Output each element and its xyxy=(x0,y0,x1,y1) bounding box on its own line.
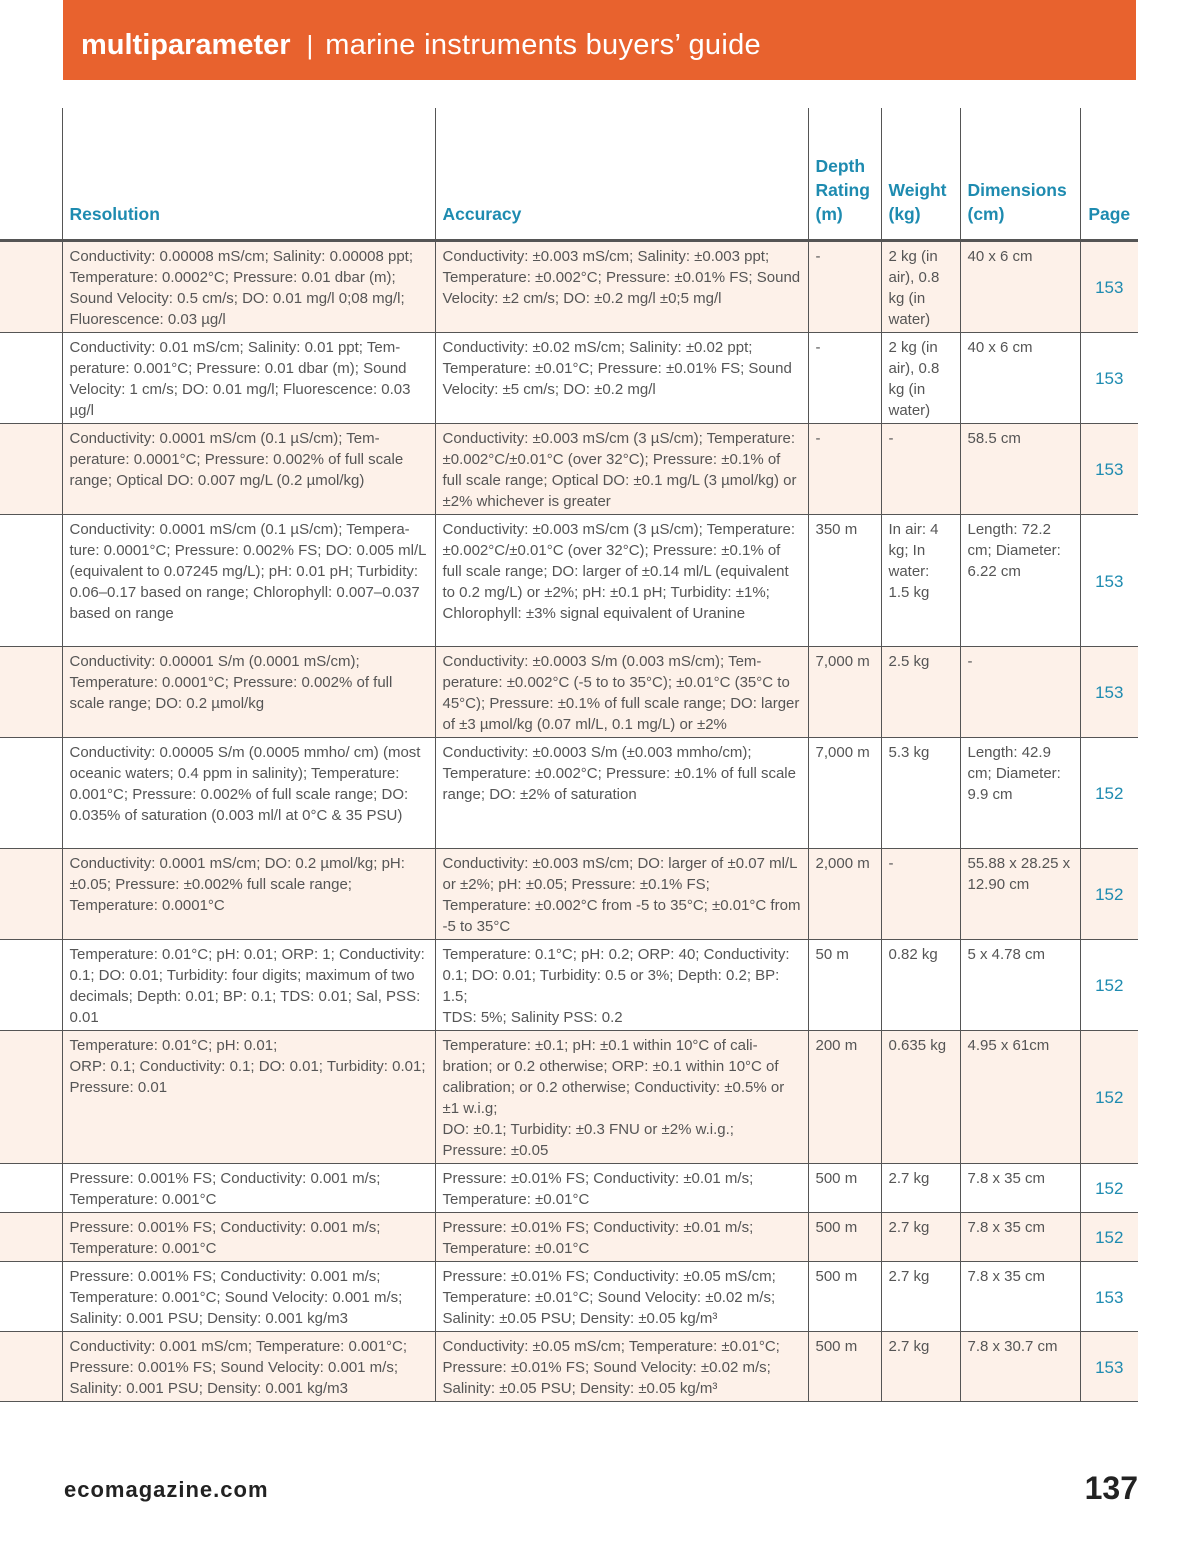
depth-rating-cell: 50 m xyxy=(808,939,881,1030)
weight-cell: 0.635 kg xyxy=(881,1030,960,1163)
dimensions-cell: 4.95 x 61cm xyxy=(960,1030,1080,1163)
table-row xyxy=(0,848,1138,939)
weight-cell: 0.82 kg xyxy=(881,939,960,1030)
resolution-cell: Pressure: 0.001% FS; Conductivity: 0.001 m/s; Temperature: 0.001°C xyxy=(62,1212,435,1261)
depth-rating-cell: 500 m xyxy=(808,1212,881,1261)
accuracy-cell: Temperature: 0.1°C; pH: 0.2; ORP: 40; Conductivity: 0.1; DO: 0.01; Turbidity: 0.5 or 3%; Depth: 0.2; BP: 1.5; TDS: 5%; Salinity PSS: 0.2 xyxy=(435,939,808,1030)
page-cell: 152 xyxy=(1080,1030,1138,1163)
depth-rating-cell: 500 m xyxy=(808,1261,881,1331)
accuracy-cell: Pressure: ±0.01% FS; Conductivity: ±0.05 mS/cm; Temperature: ±0.01°C; Sound Velocity: ±0.02 m/s; Salinity: ±0.05 PSU; Density: ±0.05 kg/m³ xyxy=(435,1261,808,1331)
dimensions-cell: 40 x 6 cm xyxy=(960,240,1080,332)
row-label-cell xyxy=(0,514,62,646)
dimensions-cell: 5 x 4.78 cm xyxy=(960,939,1080,1030)
column-header-dimensions: Dimensions (cm) xyxy=(960,108,1080,240)
page-cell: 152 xyxy=(1080,737,1138,848)
footer-page-number: 137 xyxy=(1084,1470,1138,1506)
table-row xyxy=(0,1331,1138,1401)
weight-cell: In air: 4 kg; In water: 1.5 kg xyxy=(881,514,960,646)
row-label-cell xyxy=(0,1212,62,1261)
weight-cell: - xyxy=(881,848,960,939)
page-cell: 153 xyxy=(1080,332,1138,423)
accuracy-cell: Pressure: ±0.01% FS; Conductivity: ±0.01 m/s; Temperature: ±0.01°C xyxy=(435,1212,808,1261)
resolution-cell: Conductivity: 0.00008 mS/cm; Salinity: 0.00008 ppt; Temperature: 0.0002°C; Pressure: 0.01 dbar (m); Sound Velocity: 0.5 cm/s; DO: 0.01 mg/l 0;08 mg/l; Fluorescence: 0.03 µg/l xyxy=(62,240,435,332)
accuracy-cell: Conductivity: ±0.003 mS/cm (3 µS/cm); Temperature: ±0.002°C/±0.01°C (over 32°C); Pressure: ±0.1% of full scale range; Optical DO: ±0.1 mg/L (3 µmol/kg) or ±2% whichever is greater xyxy=(435,423,808,514)
table-row xyxy=(0,939,1138,1030)
row-label-cell xyxy=(0,1163,62,1212)
depth-rating-cell: 500 m xyxy=(808,1163,881,1212)
resolution-cell: Conductivity: 0.0001 mS/cm (0.1 µS/cm); Temperature: 0.0001°C; Pressure: 0.002% FS; DO: 0.005 ml/L (equivalent to 0.07245 mg/L); pH: 0.01 pH; Turbidity: 0.06–0.17 based on range; Chlorophyll: 0.007–0.037 based on range xyxy=(62,514,435,646)
row-label-cell xyxy=(0,1331,62,1401)
resolution-cell: Conductivity: 0.0001 mS/cm (0.1 µS/cm); Temperature: 0.0001°C; Pressure: 0.002% of full scale range; Optical DO: 0.007 mg/L (0.2 µmol/kg) xyxy=(62,423,435,514)
column-header-weight: Weight (kg) xyxy=(881,108,960,240)
dimensions-cell: 7.8 x 30.7 cm xyxy=(960,1331,1080,1401)
header-separator: | xyxy=(306,29,314,60)
resolution-cell: Pressure: 0.001% FS; Conductivity: 0.001 m/s; Temperature: 0.001°C; Sound Velocity: 0.001 m/s; Salinity: 0.001 PSU; Density: 0.001 kg/m3 xyxy=(62,1261,435,1331)
weight-cell: 2.7 kg xyxy=(881,1261,960,1331)
footer-website: ecomagazine.com xyxy=(64,1477,269,1502)
page-cell: 152 xyxy=(1080,1163,1138,1212)
weight-cell: 2.7 kg xyxy=(881,1163,960,1212)
resolution-cell: Conductivity: 0.0001 mS/cm; DO: 0.2 µmol/kg; pH: ±0.05; Pressure: ±0.002% full scale range; Temperature: 0.0001°C xyxy=(62,848,435,939)
depth-rating-cell: - xyxy=(808,240,881,332)
row-label-cell xyxy=(0,332,62,423)
accuracy-cell: Conductivity: ±0.003 mS/cm; Salinity: ±0.003 ppt; Temperature: ±0.002°C; Pressure: ±0.01% FS; Sound Velocity: ±2 cm/s; DO: ±0.2 mg/l ±0;5 mg/l xyxy=(435,240,808,332)
depth-rating-cell: 2,000 m xyxy=(808,848,881,939)
weight-cell: 2 kg (in air), 0.8 kg (in water) xyxy=(881,332,960,423)
page-cell: 153 xyxy=(1080,514,1138,646)
table-row xyxy=(0,332,1138,423)
page-cell: 153 xyxy=(1080,240,1138,332)
row-label-cell xyxy=(0,848,62,939)
table-body xyxy=(0,240,1138,1401)
row-label-cell xyxy=(0,737,62,848)
dimensions-cell: 7.8 x 35 cm xyxy=(960,1163,1080,1212)
dimensions-cell: 40 x 6 cm xyxy=(960,332,1080,423)
weight-cell: - xyxy=(881,423,960,514)
weight-cell: 2.5 kg xyxy=(881,646,960,737)
depth-rating-cell: 500 m xyxy=(808,1331,881,1401)
column-header-accuracy: Accuracy xyxy=(435,108,808,240)
row-label-cell xyxy=(0,1261,62,1331)
table-row xyxy=(0,240,1138,332)
weight-cell: 2 kg (in air), 0.8 kg (in water) xyxy=(881,240,960,332)
depth-rating-cell: - xyxy=(808,332,881,423)
resolution-cell: Conductivity: 0.01 mS/cm; Salinity: 0.01 ppt; Temperature: 0.001°C; Pressure: 0.01 dbar (m); Sound Velocity: 1 cm/s; DO: 0.01 mg/l; Fluorescence: 0.03 µg/l xyxy=(62,332,435,423)
header-category: multiparameter xyxy=(81,28,291,61)
accuracy-cell: Conductivity: ±0.0003 S/m (0.003 mS/cm); Temperature: ±0.002°C (-5 to to 35°C); ±0.01°C (35°C to 45°C); Pressure: ±0.1% of full scale range; DO: larger of ±3 µmol/kg (0.07 ml/L, 0.1 mg/L) or ±2% xyxy=(435,646,808,737)
table-row xyxy=(0,1030,1138,1163)
resolution-cell: Pressure: 0.001% FS; Conductivity: 0.001 m/s; Temperature: 0.001°C xyxy=(62,1163,435,1212)
table-row xyxy=(0,1261,1138,1331)
table-row xyxy=(0,646,1138,737)
depth-rating-cell: 200 m xyxy=(808,1030,881,1163)
row-label-cell xyxy=(0,240,62,332)
depth-rating-cell: - xyxy=(808,423,881,514)
table-row xyxy=(0,1163,1138,1212)
accuracy-cell: Conductivity: ±0.02 mS/cm; Salinity: ±0.02 ppt; Temperature: ±0.01°C; Pressure: ±0.01% FS; Sound Velocity: ±5 cm/s; DO: ±0.2 mg/l xyxy=(435,332,808,423)
accuracy-cell: Temperature: ±0.1; pH: ±0.1 within 10°C of calibration; or 0.2 otherwise; ORP: ±0.1 within 10°C of calibration; or 0.2 otherwise; Conductivity: ±0.5% or ±1 w.i.g; DO: ±0.1; Turbidity: ±0.3 FNU or ±2% w.i.g.; Pressure: ±0.05 xyxy=(435,1030,808,1163)
specifications-table xyxy=(0,108,1138,1402)
dimensions-cell: 58.5 cm xyxy=(960,423,1080,514)
page-cell: 153 xyxy=(1080,1261,1138,1331)
table-row xyxy=(0,737,1138,848)
row-label-cell xyxy=(0,646,62,737)
table-header-row xyxy=(0,108,1138,240)
row-label-cell xyxy=(0,423,62,514)
depth-rating-cell: 7,000 m xyxy=(808,646,881,737)
table-row xyxy=(0,514,1138,646)
table-row xyxy=(0,423,1138,514)
dimensions-cell: Length: 72.2 cm; Diameter: 6.22 cm xyxy=(960,514,1080,646)
column-header-depth-rating: Depth Rating (m) xyxy=(808,108,881,240)
accuracy-cell: Conductivity: ±0.003 mS/cm (3 µS/cm); Temperature: ±0.002°C/±0.01°C (over 32°C); Pressure: ±0.1% of full scale range; DO: larger of ±0.14 ml/L (equivalent to 0.2 mg/L) or ±2%; pH: ±0.1 pH; Turbidity: ±1%; Chlorophyll: ±3% signal equivalent of Uranine xyxy=(435,514,808,646)
page-cell: 152 xyxy=(1080,939,1138,1030)
resolution-cell: Temperature: 0.01°C; pH: 0.01; ORP: 0.1; Conductivity: 0.1; DO: 0.01; Turbidity: 0.01; Pressure: 0.01 xyxy=(62,1030,435,1163)
accuracy-cell: Conductivity: ±0.0003 S/m (±0.003 mmho/cm); Temperature: ±0.002°C; Pressure: ±0.1% of full scale range; DO: ±2% of saturation xyxy=(435,737,808,848)
accuracy-cell: Conductivity: ±0.05 mS/cm; Temperature: ±0.01°C; Pressure: ±0.01% FS; Sound Velocity: ±0.02 m/s; Salinity: ±0.05 PSU; Density: ±0.05 kg/m³ xyxy=(435,1331,808,1401)
dimensions-cell: 7.8 x 35 cm xyxy=(960,1261,1080,1331)
resolution-cell: Conductivity: 0.00001 S/m (0.0001 mS/cm); Temperature: 0.0001°C; Pressure: 0.002% of full scale range; DO: 0.2 µmol/kg xyxy=(62,646,435,737)
accuracy-cell: Pressure: ±0.01% FS; Conductivity: ±0.01 m/s; Temperature: ±0.01°C xyxy=(435,1163,808,1212)
dimensions-cell: 55.88 x 28.25 x 12.90 cm xyxy=(960,848,1080,939)
page-header-banner xyxy=(63,0,1136,80)
depth-rating-cell: 7,000 m xyxy=(808,737,881,848)
page-cell: 152 xyxy=(1080,1212,1138,1261)
depth-rating-cell: 350 m xyxy=(808,514,881,646)
row-label-cell xyxy=(0,939,62,1030)
page-cell: 153 xyxy=(1080,1331,1138,1401)
page-cell: 152 xyxy=(1080,848,1138,939)
column-header-resolution: Resolution xyxy=(62,108,435,240)
column-header-blank xyxy=(0,108,62,240)
page-cell: 153 xyxy=(1080,646,1138,737)
weight-cell: 2.7 kg xyxy=(881,1331,960,1401)
weight-cell: 5.3 kg xyxy=(881,737,960,848)
table-row xyxy=(0,1212,1138,1261)
column-header-page: Page xyxy=(1080,108,1138,240)
resolution-cell: Conductivity: 0.00005 S/m (0.0005 mmho/ cm) (most oceanic waters; 0.4 ppm in salinity); Temperature: 0.001°C; Pressure: 0.002% of full scale range; DO: 0.035% of saturation (0.003 ml/l at 0°C & 35 PSU) xyxy=(62,737,435,848)
row-label-cell xyxy=(0,1030,62,1163)
weight-cell: 2.7 kg xyxy=(881,1212,960,1261)
header-guide-title: marine instruments buyers’ guide xyxy=(325,28,761,61)
accuracy-cell: Conductivity: ±0.003 mS/cm; DO: larger of ±0.07 ml/L or ±2%; pH: ±0.05; Pressure: ±0.1% FS; Temperature: ±0.002°C from -5 to 35°C; ±0.01°C from -5 to 35°C xyxy=(435,848,808,939)
dimensions-cell: 7.8 x 35 cm xyxy=(960,1212,1080,1261)
resolution-cell: Temperature: 0.01°C; pH: 0.01; ORP: 1; Conductivity: 0.1; DO: 0.01; Turbidity: four digits; maximum of two decimals; Depth: 0.01; BP: 0.1; TDS: 0.01; Sal, PSS: 0.01 xyxy=(62,939,435,1030)
resolution-cell: Conductivity: 0.001 mS/cm; Temperature: 0.001°C; Pressure: 0.001% FS; Sound Velocity: 0.001 m/s; Salinity: 0.001 PSU; Density: 0.001 kg/m3 xyxy=(62,1331,435,1401)
dimensions-cell: Length: 42.9 cm; Diameter: 9.9 cm xyxy=(960,737,1080,848)
page-cell: 153 xyxy=(1080,423,1138,514)
dimensions-cell: - xyxy=(960,646,1080,737)
